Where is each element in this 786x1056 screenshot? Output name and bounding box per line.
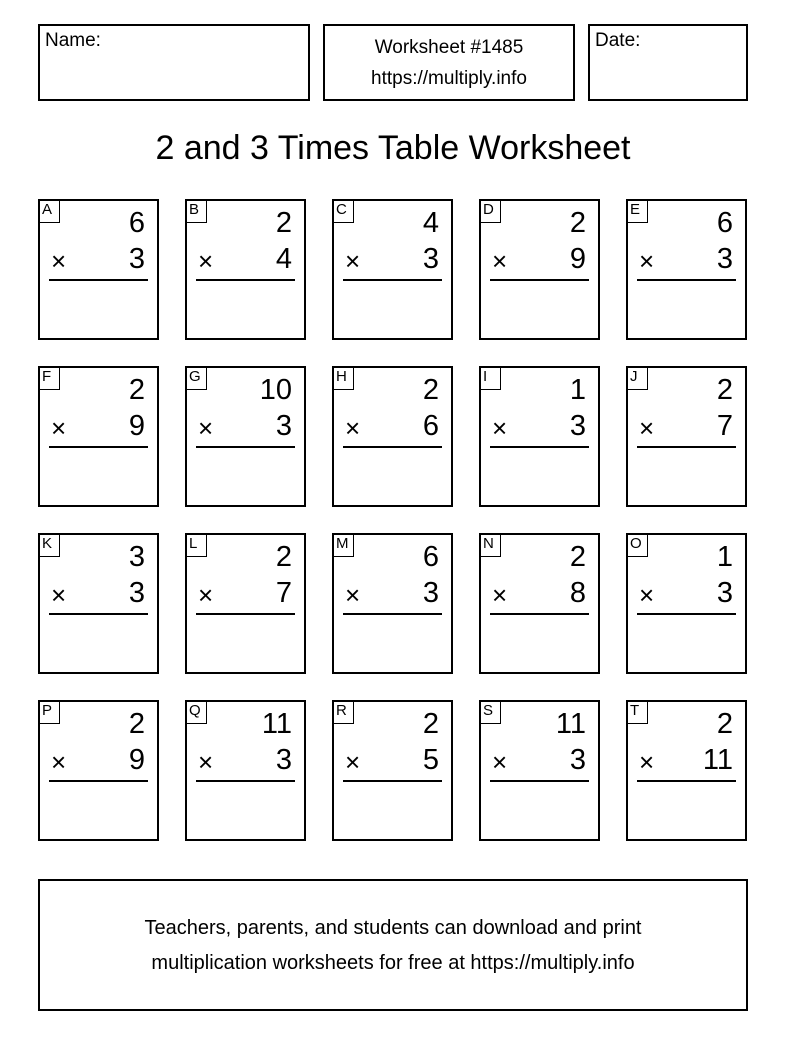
problem-card[interactable] <box>38 533 159 674</box>
multiplier: 9 <box>569 243 586 275</box>
times-sign: × <box>345 747 361 777</box>
problem-letter: M <box>332 533 354 557</box>
answer-line <box>343 279 442 281</box>
problem-card[interactable] <box>185 700 306 841</box>
times-sign: × <box>345 580 361 610</box>
multiplicand: 2 <box>422 374 439 406</box>
problem-letter: L <box>185 533 207 557</box>
problem-card[interactable] <box>626 533 747 674</box>
problem-letter: I <box>479 366 501 390</box>
multiplicand: 11 <box>555 708 586 740</box>
multiplier: 5 <box>422 744 439 776</box>
multiplicand: 2 <box>716 374 733 406</box>
answer-line <box>637 613 736 615</box>
times-sign: × <box>639 413 655 443</box>
times-sign: × <box>492 580 508 610</box>
multiplier: 7 <box>716 410 733 442</box>
multiplicand: 1 <box>716 541 733 573</box>
multiplicand: 6 <box>716 207 733 239</box>
problem-letter: F <box>38 366 60 390</box>
problem-card[interactable] <box>332 533 453 674</box>
answer-line <box>196 613 295 615</box>
multiplier: 4 <box>275 243 292 275</box>
times-sign: × <box>492 246 508 276</box>
problem-card[interactable] <box>626 199 747 340</box>
problem-letter: O <box>626 533 648 557</box>
multiplicand: 6 <box>422 541 439 573</box>
problem-letter: N <box>479 533 501 557</box>
answer-line <box>490 613 589 615</box>
problem-letter: T <box>626 700 648 724</box>
problem-card[interactable] <box>38 700 159 841</box>
times-sign: × <box>639 747 655 777</box>
answer-line <box>343 446 442 448</box>
date-field-box[interactable] <box>588 24 748 101</box>
multiplier: 3 <box>716 577 733 609</box>
multiplier: 3 <box>275 410 292 442</box>
times-sign: × <box>198 246 214 276</box>
times-sign: × <box>51 580 67 610</box>
multiplicand: 11 <box>261 708 292 740</box>
answer-line <box>637 780 736 782</box>
problem-card[interactable] <box>479 366 600 507</box>
problem-letter: S <box>479 700 501 724</box>
multiplier: 3 <box>569 410 586 442</box>
multiplicand: 2 <box>716 708 733 740</box>
multiplier: 3 <box>128 577 145 609</box>
times-sign: × <box>198 580 214 610</box>
answer-line <box>196 279 295 281</box>
problem-card[interactable] <box>332 366 453 507</box>
multiplicand: 2 <box>422 708 439 740</box>
name-field-box[interactable] <box>38 24 310 101</box>
problem-card[interactable] <box>185 366 306 507</box>
multiplier: 8 <box>569 577 586 609</box>
problem-letter: D <box>479 199 501 223</box>
multiplier: 3 <box>569 744 586 776</box>
worksheet-number: Worksheet #1485 <box>374 37 524 58</box>
problem-letter: E <box>626 199 648 223</box>
multiplier: 6 <box>422 410 439 442</box>
multiplier: 3 <box>716 243 733 275</box>
answer-line <box>343 780 442 782</box>
problem-letter: B <box>185 199 207 223</box>
problem-letter: G <box>185 366 207 390</box>
times-sign: × <box>51 246 67 276</box>
problem-letter: J <box>626 366 648 390</box>
answer-line <box>49 279 148 281</box>
problem-card[interactable] <box>185 199 306 340</box>
answer-line <box>49 446 148 448</box>
problem-card[interactable] <box>332 700 453 841</box>
multiplicand: 10 <box>259 374 292 406</box>
multiplicand: 2 <box>128 708 145 740</box>
multiplier: 3 <box>422 577 439 609</box>
worksheet-info-box <box>323 24 575 101</box>
problem-card[interactable] <box>38 199 159 340</box>
footer-line-2: multiplication worksheets for free at https://multiply.info <box>151 952 635 974</box>
multiplier: 11 <box>702 744 733 776</box>
multiplier: 3 <box>422 243 439 275</box>
problem-card[interactable] <box>38 366 159 507</box>
answer-line <box>49 613 148 615</box>
multiplier: 7 <box>275 577 292 609</box>
problem-card[interactable] <box>479 199 600 340</box>
problem-card[interactable] <box>626 366 747 507</box>
problem-card[interactable] <box>626 700 747 841</box>
problem-letter: Q <box>185 700 207 724</box>
answer-line <box>490 780 589 782</box>
answer-line <box>490 446 589 448</box>
times-sign: × <box>345 413 361 443</box>
times-sign: × <box>51 413 67 443</box>
multiplicand: 2 <box>569 207 586 239</box>
problem-card[interactable] <box>332 199 453 340</box>
problem-letter: P <box>38 700 60 724</box>
problem-card[interactable] <box>479 533 600 674</box>
problem-letter: A <box>38 199 60 223</box>
multiplicand: 4 <box>422 207 439 239</box>
multiplicand: 2 <box>128 374 145 406</box>
answer-line <box>637 279 736 281</box>
answer-line <box>49 780 148 782</box>
multiplier: 9 <box>128 410 145 442</box>
times-sign: × <box>492 413 508 443</box>
answer-line <box>490 279 589 281</box>
answer-line <box>196 780 295 782</box>
multiplicand: 2 <box>275 541 292 573</box>
problem-letter: R <box>332 700 354 724</box>
problem-letter: K <box>38 533 60 557</box>
multiplicand: 2 <box>569 541 586 573</box>
times-sign: × <box>492 747 508 777</box>
multiplier: 9 <box>128 744 145 776</box>
footer-box <box>38 879 748 1011</box>
worksheet-title: 2 and 3 Times Table Worksheet <box>155 129 631 167</box>
name-label: Name: <box>45 30 101 51</box>
problem-letter: C <box>332 199 354 223</box>
multiplicand: 3 <box>128 541 145 573</box>
multiplier: 3 <box>275 744 292 776</box>
problem-card[interactable] <box>479 700 600 841</box>
answer-line <box>196 446 295 448</box>
multiplicand: 2 <box>275 207 292 239</box>
times-sign: × <box>51 747 67 777</box>
multiplicand: 1 <box>569 374 586 406</box>
multiplier: 3 <box>128 243 145 275</box>
answer-line <box>637 446 736 448</box>
times-sign: × <box>198 747 214 777</box>
date-label: Date: <box>595 30 641 51</box>
problem-letter: H <box>332 366 354 390</box>
footer-line-1: Teachers, parents, and students can download and print <box>144 917 642 939</box>
times-sign: × <box>639 580 655 610</box>
answer-line <box>343 613 442 615</box>
worksheet-url: https://multiply.info <box>371 68 527 89</box>
multiplicand: 6 <box>128 207 145 239</box>
times-sign: × <box>345 246 361 276</box>
times-sign: × <box>198 413 214 443</box>
times-sign: × <box>639 246 655 276</box>
problem-card[interactable] <box>185 533 306 674</box>
